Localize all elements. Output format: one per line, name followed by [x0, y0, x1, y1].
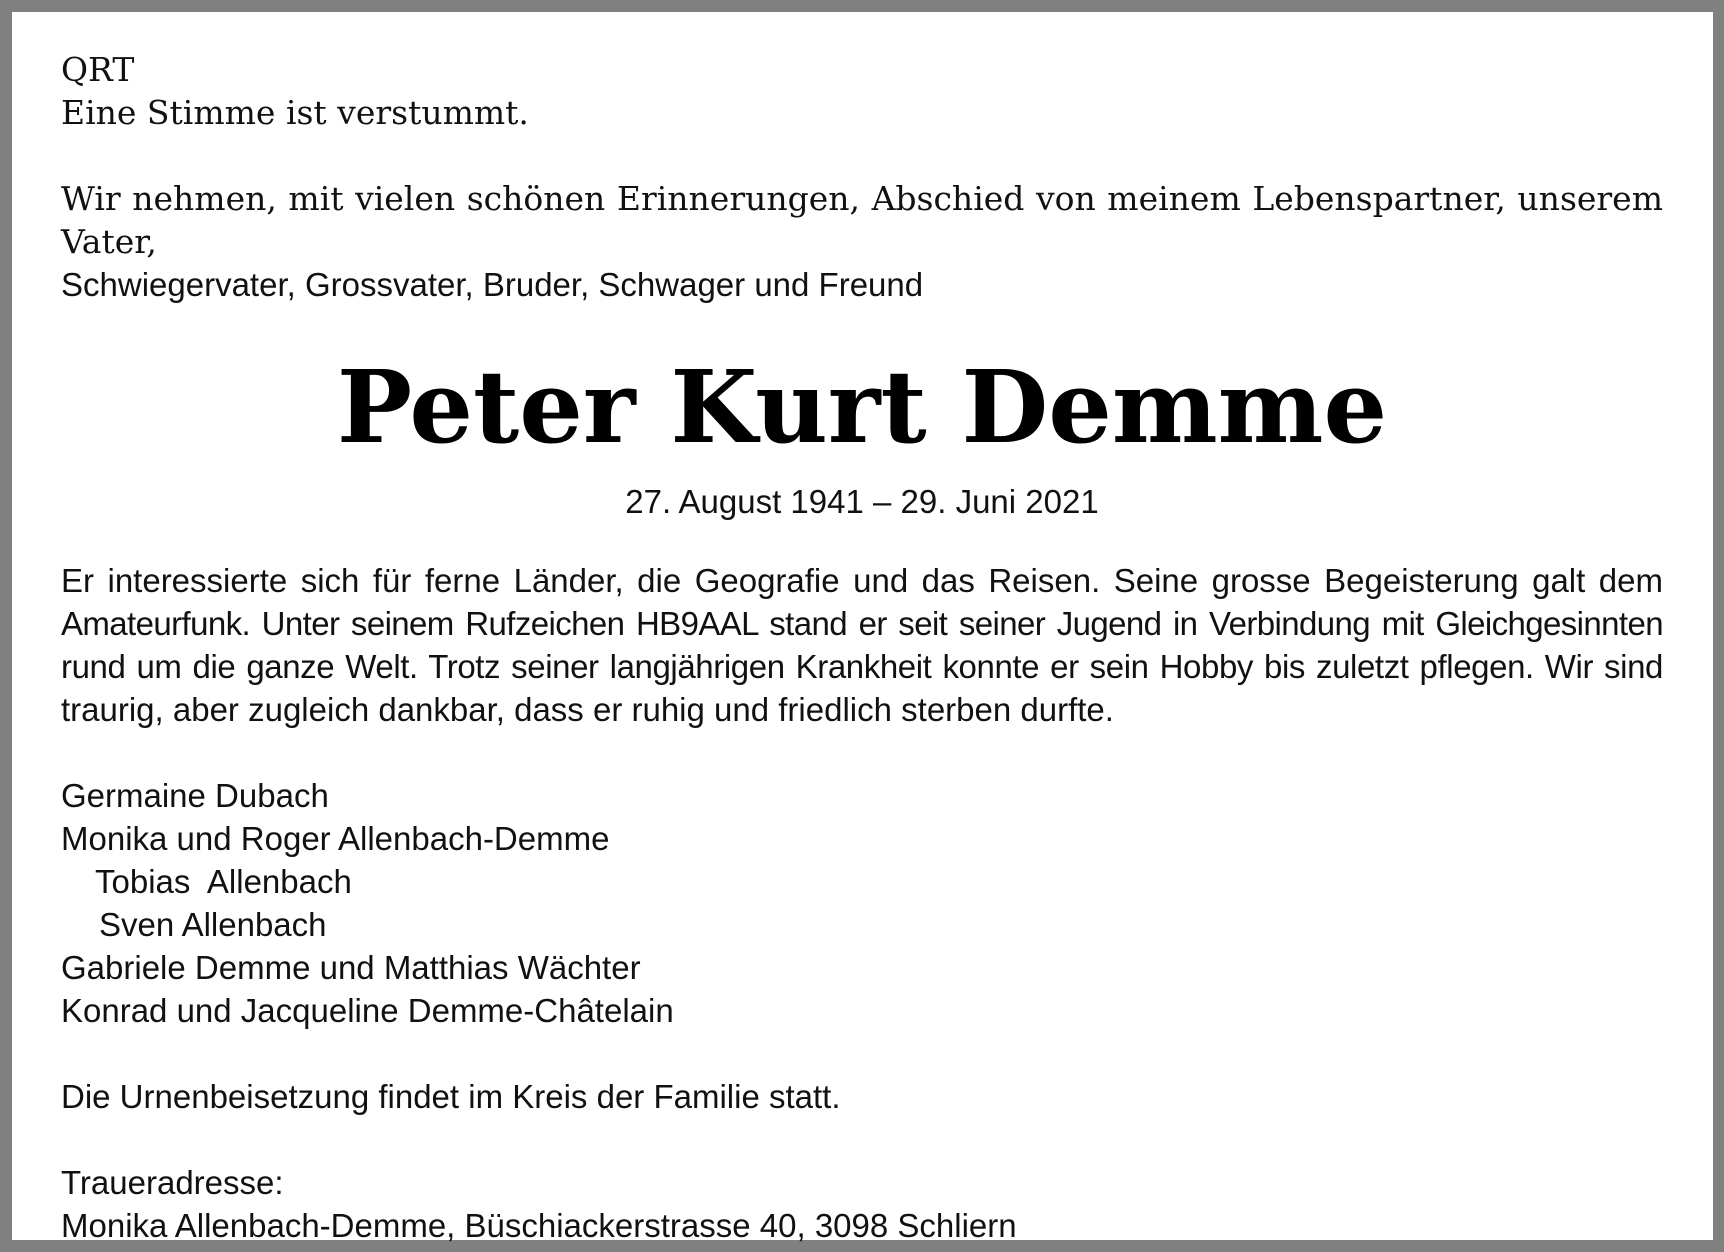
mourner-entry: Tobias Allenbach	[95, 863, 352, 900]
address-value: Monika Allenbach-Demme, Büschiackerstrasse 40, 3098 Schliern	[61, 1207, 1017, 1244]
biography-paragraph	[61, 559, 1663, 731]
intro-line: Wir nehmen, mit vielen schönen Erinnerungen, Abschied von meinem Lebenspartner, unserem Vater,	[61, 179, 1663, 261]
mourner-entry: Konrad und Jacqueline Demme-Châtelain	[61, 992, 674, 1029]
biography-line: Er interessierte sich für ferne Länder, die Geografie und das Reisen. Seine grosse Begeisterung galt dem	[61, 562, 1663, 599]
mourner-entry: Sven Allenbach	[99, 906, 327, 943]
biography-line: traurig, aber zugleich dankbar, dass er ruhig und friedlich sterben durfte.	[61, 691, 1114, 728]
mourner-entry: Gabriele Demme und Matthias Wächter	[61, 949, 641, 986]
obituary-content	[61, 48, 1663, 1247]
spacer	[61, 1032, 1663, 1075]
biography-line: rund um die ganze Welt. Trotz seiner langjährigen Krankheit konnte er sein Hobby bis zuletzt pflegen. Wir sind	[61, 648, 1663, 685]
address-label: Traueradresse:	[61, 1164, 284, 1201]
spacer	[61, 523, 1663, 559]
mourner-entry: Monika und Roger Allenbach-Demme	[61, 820, 610, 857]
intro-paragraph	[61, 177, 1663, 306]
intro-line: Schwiegervater, Grossvater, Bruder, Schwager und Freund	[61, 266, 924, 303]
spacer	[61, 1118, 1663, 1161]
biography-line: Amateurfunk. Unter seinem Rufzeichen HB9AAL stand er seit seiner Jugend in Verbindung mit Gleichgesinnten	[61, 605, 1663, 642]
header-code: QRT	[61, 50, 135, 89]
mourners-list	[61, 774, 1663, 1032]
mourner-entry: Germaine Dubach	[61, 777, 329, 814]
life-dates: 27. August 1941 – 29. Juni 2021	[625, 483, 1099, 520]
burial-notice: Die Urnenbeisetzung findet im Kreis der Familie statt.	[61, 1078, 841, 1115]
deceased-name: Peter Kurt Demme	[336, 348, 1388, 466]
header-tagline: Eine Stimme ist verstummt.	[61, 93, 529, 132]
obituary-page	[12, 12, 1713, 1244]
spacer	[61, 731, 1663, 774]
spacer	[61, 134, 1663, 177]
